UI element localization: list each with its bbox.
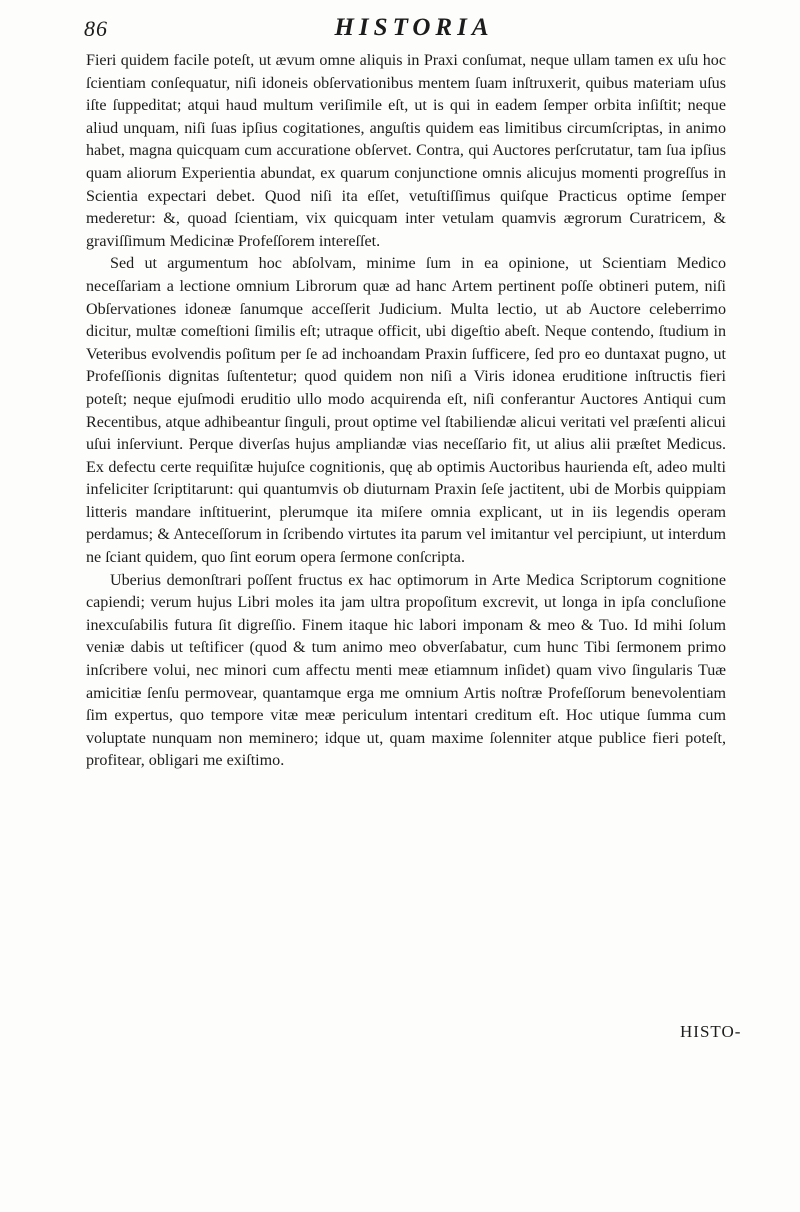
running-title: HISTORIA [334, 14, 494, 41]
paragraph-1: Fieri quidem facile poteſt, ut ævum omne aliquis in Praxi conſumat, neque ullam tamen ex uſu hoc ſcientiam conſequatur, niſi idoneis obſervationibus mentem ſuam inſtruxerit, quibus materiam uſus iſte ſuppeditat; atqui haud multum veriſimile eſt, ut is qui in eadem ſemper orbita inſiſtit; neque aliud unquam, niſi ſuas ipſius cogitationes, anguſtis quidem eas limitibus circumſcriptas, in animo habet, magna quicquam cum accuratione obſervet. Contra, qui Auctores perſcrutatur, tam ſua ipſius quam aliorum Experientia abundat, ex quarum conjunctione omnis alicujus momenti progreſſus in Scientia expectari debet. Quod niſi ita eſſet, vetuſtiſſimus quiſque Practicus optime ſemper mederetur: &, quoad ſcientiam, vix quicquam inter vetulam quamvis ægrorum Curatricem, & graviſſimum Medicinæ Profeſſorem intereſſet. [86, 52, 726, 250]
paragraph-2: Sed ut argumentum hoc abſolvam, minime ſum in ea opinione, ut Scientiam Medico neceſſariam a lectione omnium Librorum quæ ad hanc Artem pertinent poſſe obtineri putem, niſi Obſervationes idoneæ ſanumque acceſſerit Judicium. Multa lectio, ut ab Auctore celeberrimo dicitur, multæ comeſtioni ſimilis eſt; utraque officit, ubi digeſtio abeſt. Neque contendo, ſtudium in Veteribus evolvendis poſitum per ſe ad inchoandam Praxin ſufficere, ſed pro eo duntaxat pugno, ut Profeſſionis dignitas ſuſtentetur; quod quidem non niſi a Viris idonea eruditione inſtructis fieri poteſt; neque ejuſmodi eruditio ullo modo acquirenda eſt, niſi conferantur Auctores Antiqui cum Recentibus, atque adhibeantur ſinguli, prout optime vel ſtabiliendæ alicui veritati vel præſenti alicui uſui inſerviunt. Perque diverſas hujus ampliandæ vias neceſſario fit, ut alius alii præſtet Medicus. Ex defectu certe requiſitæ hujuſce cognitionis, quę ab optimis Auctoribus haurienda eſt, adeo multi infeliciter ſcriptitarunt: qui quantumvis ob diuturnam Praxin ſeſe jactitent, ubi de Morbis quippiam litteris mandare inſtituerint, plerumque ita miſere omnia explicant, ut in iis legendis operam perdamus; & Anteceſſorum in ſcribendo virtutes ita parum vel imitantur vel percipiunt, ut interdum ne ſciant quidem, quo ſint eorum opera ſermone conſcripta. [86, 255, 727, 567]
body-text [86, 50, 726, 773]
catchword: HISTO- [680, 1022, 742, 1041]
paragraph-3: Uberius demonſtrari poſſent fructus ex hac optimorum in Arte Medica Scriptorum cognitione capiendi; verum hujus Libri moles ita jam ultra propoſitum excrevit, ut longa in ipſa concluſione inexcuſabilis futura ſit digreſſio. Finem itaque hic labori imponam & meo & Tuo. Id mihi ſolum veniæ dabis ut teſtificer (quod & tum animo meo obverſabatur, cum hunc Tibi ſermonem primo inſcribere volui, nec minori cum affectu menti meæ etiamnum inſidet) quam vivo ſingularis Tuæ amicitiæ ſenſu permovear, quantamque erga me omnium Artis noſtræ Profeſſorum benevolentiam ſim expertus, quo tempore vitæ meæ periculum intentari creditum eſt. Hoc utique ſumma cum voluptate nunquam non meminero; idque ut, quam maxime ſolenniter atque publice fieri poteſt, profitear, obligari me exiſtimo. [86, 571, 726, 770]
page-number: 86 [84, 16, 108, 41]
page-header [84, 10, 744, 50]
